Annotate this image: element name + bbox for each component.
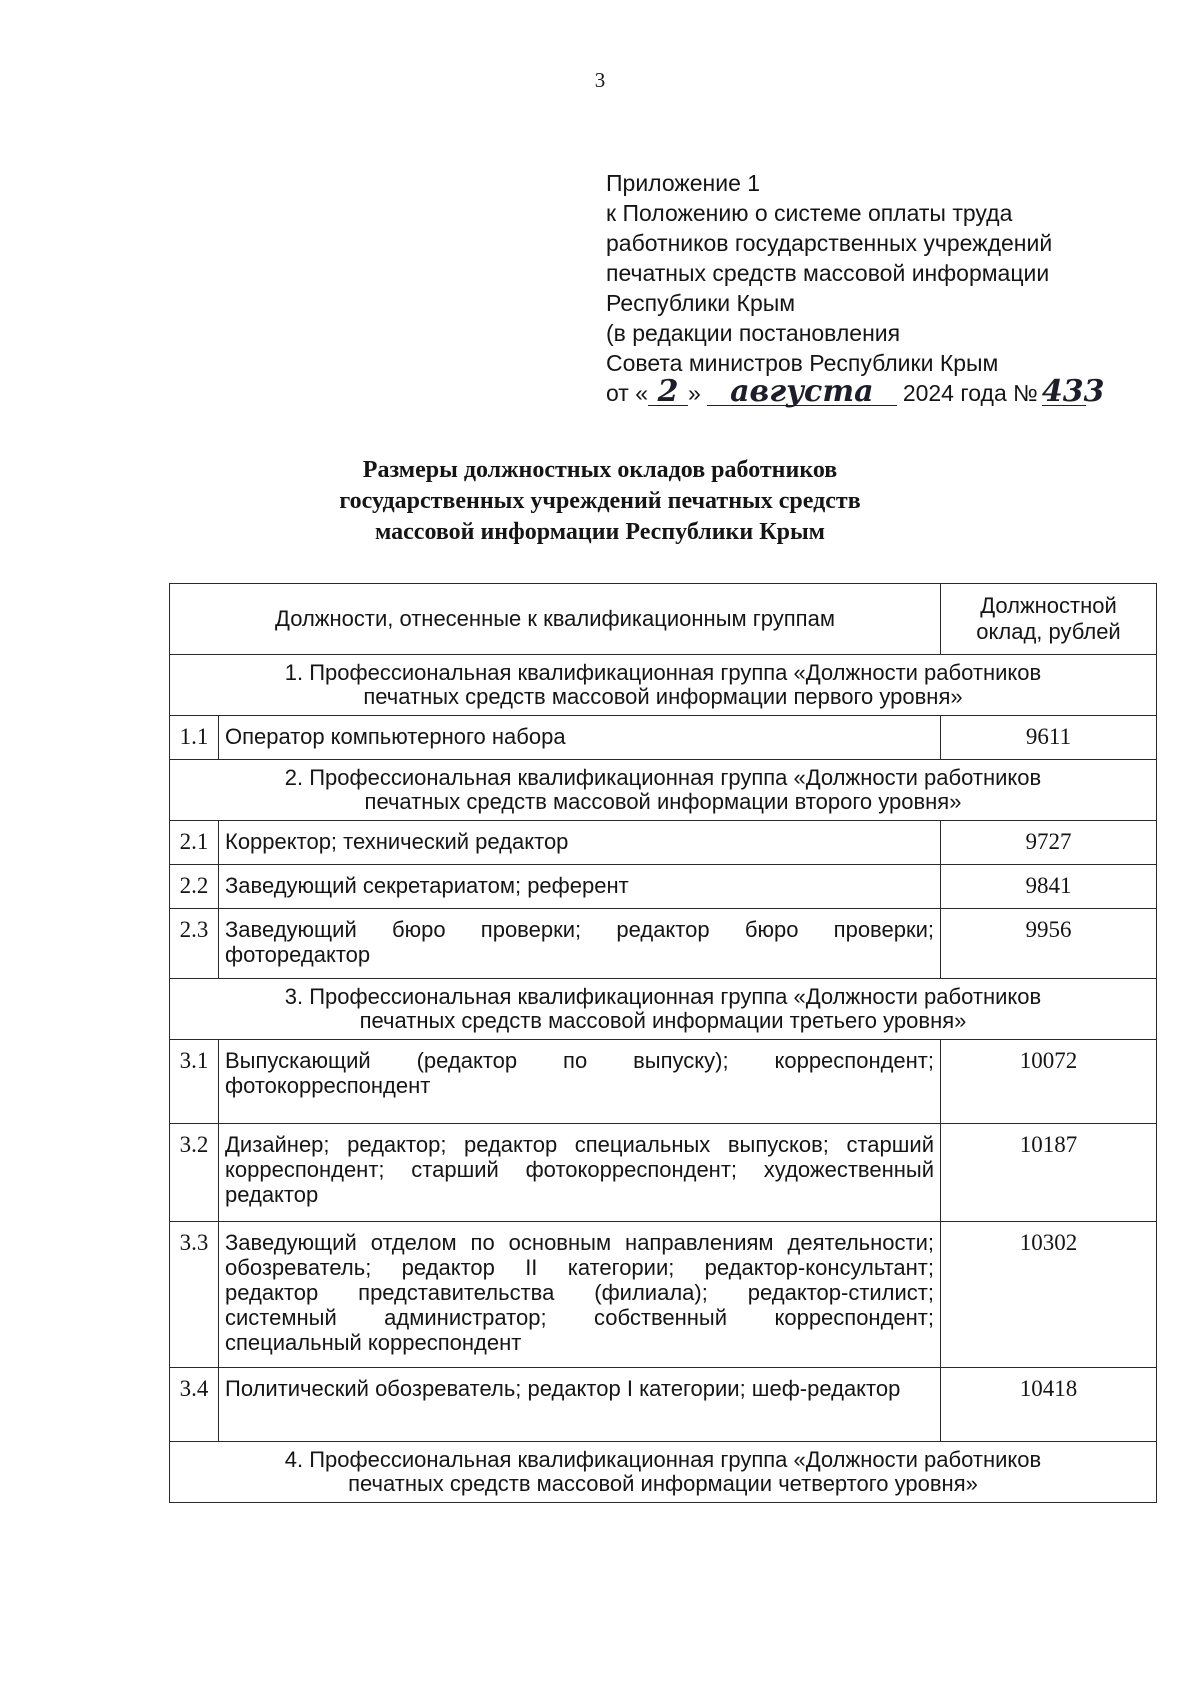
row-positions: Заведующий отделом по основным направлениям деятельности; обозреватель; редактор II категории; редактор-консультант; редактор представительства (филиала); редактор-стилист; системный администратор; собственный корреспондент; специальный корреспондент — [219, 1222, 941, 1368]
header-salary-line: оклад, рублей — [976, 619, 1121, 644]
document-title — [0, 455, 1200, 548]
group-heading — [170, 655, 1157, 716]
group-heading-line: печатных средств массовой информации четвертого уровня» — [348, 1471, 978, 1496]
row-number: 1.1 — [170, 716, 219, 760]
salary-table — [169, 583, 1157, 1503]
row-salary: 9611 — [941, 716, 1157, 760]
title-line: массовой информации Республики Крым — [374, 519, 826, 545]
table-row — [170, 865, 1157, 909]
appendix-line: Республики Крым — [606, 290, 796, 316]
group-row — [170, 1442, 1157, 1503]
header-salary-line: Должностной — [980, 593, 1117, 618]
row-positions: Выпускающий (редактор по выпуску); корреспондент; фотокорреспондент — [219, 1040, 941, 1124]
resolution-date-line — [606, 374, 1166, 409]
title-line: государственных учреждений печатных средств — [339, 488, 861, 514]
handwritten-day: 2 — [648, 379, 688, 406]
row-salary: 10418 — [941, 1368, 1157, 1442]
title-line: Размеры должностных окладов работников — [362, 457, 838, 483]
group-heading-line: печатных средств массовой информации третьего уровня» — [359, 1008, 967, 1033]
group-row — [170, 979, 1157, 1040]
appendix-line: печатных средств массовой информации — [606, 260, 1050, 286]
row-salary: 10072 — [941, 1040, 1157, 1124]
group-heading-line: 4. Профессиональная квалификационная группа «Должности работников — [284, 1447, 1042, 1472]
group-heading — [170, 1442, 1157, 1503]
header-positions: Должности, отнесенные к квалификационным группам — [170, 584, 941, 655]
group-heading-line: печатных средств массовой информации второго уровня» — [364, 789, 962, 814]
group-row — [170, 760, 1157, 821]
header-salary — [941, 584, 1157, 655]
row-salary: 10302 — [941, 1222, 1157, 1368]
table-row — [170, 716, 1157, 760]
row-positions: Заведующий секретариатом; референт — [219, 865, 941, 909]
appendix-line: работников государственных учреждений — [606, 230, 1053, 256]
row-number: 3.2 — [170, 1124, 219, 1222]
date-prefix: от « — [606, 380, 649, 406]
row-salary: 9841 — [941, 865, 1157, 909]
table-row — [170, 821, 1157, 865]
row-salary: 10187 — [941, 1124, 1157, 1222]
row-positions: Политический обозреватель; редактор I категории; шеф-редактор — [219, 1368, 941, 1442]
appendix-block — [606, 168, 1166, 408]
group-heading-line: печатных средств массовой информации первого уровня» — [363, 684, 963, 709]
page-number: 3 — [594, 68, 606, 92]
row-salary: 9956 — [941, 909, 1157, 979]
group-heading-line: 2. Профессиональная квалификационная группа «Должности работников — [284, 765, 1042, 790]
appendix-line: к Положению о системе оплаты труда — [606, 200, 1013, 226]
table-row — [170, 1368, 1157, 1442]
group-heading-line: 1. Профессиональная квалификационная группа «Должности работников — [284, 660, 1042, 685]
row-number: 2.2 — [170, 865, 219, 909]
group-heading — [170, 979, 1157, 1040]
table-header-row — [170, 584, 1157, 655]
group-heading — [170, 760, 1157, 821]
row-positions: Заведующий бюро проверки; редактор бюро проверки; фоторедактор — [219, 909, 941, 979]
row-positions: Оператор компьютерного набора — [219, 716, 941, 760]
group-row — [170, 655, 1157, 716]
row-number: 3.4 — [170, 1368, 219, 1442]
row-number: 3.3 — [170, 1222, 219, 1368]
date-mid: » — [688, 380, 701, 406]
row-positions: Дизайнер; редактор; редактор специальных выпусков; старший корреспондент; старший фотокорреспондент; художественный редактор — [219, 1124, 941, 1222]
table-row — [170, 1222, 1157, 1368]
table-row — [170, 909, 1157, 979]
row-number: 2.1 — [170, 821, 219, 865]
table-row — [170, 1124, 1157, 1222]
year-text: 2024 года № — [902, 380, 1038, 406]
handwritten-number: 433 — [1041, 374, 1105, 409]
row-salary: 9727 — [941, 821, 1157, 865]
appendix-line: Приложение 1 — [606, 170, 761, 196]
handwritten-month: августа — [707, 379, 897, 406]
row-positions: Корректор; технический редактор — [219, 821, 941, 865]
row-number: 2.3 — [170, 909, 219, 979]
appendix-line: Совета министров Республики Крым — [606, 350, 999, 376]
row-number: 3.1 — [170, 1040, 219, 1124]
table-row — [170, 1040, 1157, 1124]
group-heading-line: 3. Профессиональная квалификационная группа «Должности работников — [284, 984, 1042, 1009]
appendix-line: (в редакции постановления — [606, 320, 901, 346]
